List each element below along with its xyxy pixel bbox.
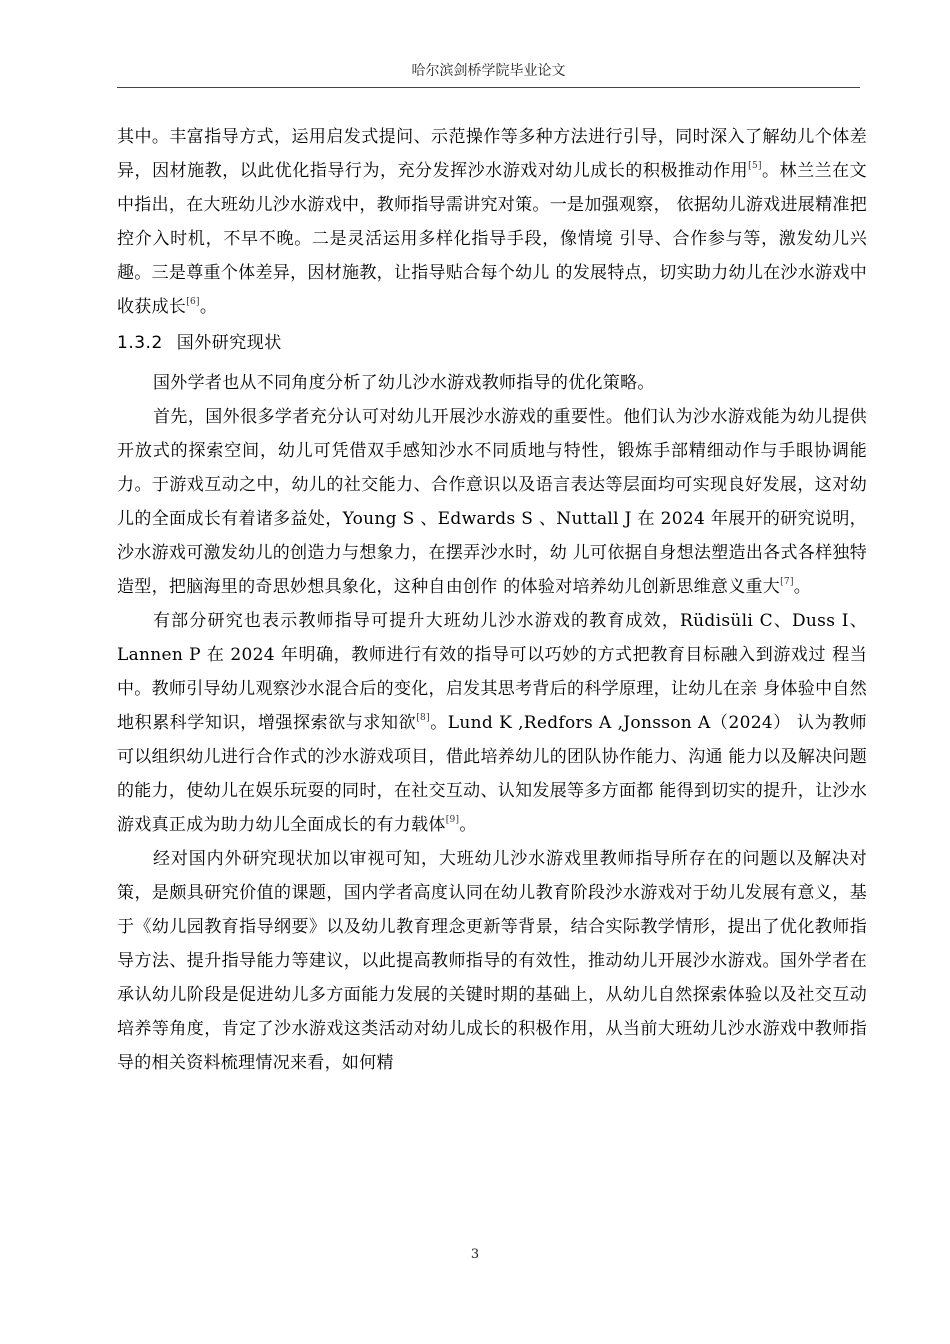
header-title: 哈尔滨剑桥学院毕业论文 <box>411 63 566 79</box>
section-heading <box>117 326 867 360</box>
citation-7: [7] <box>780 577 794 587</box>
paragraph-text: 经对国内外研究现状加以审视可知，大班幼儿沙水游戏里教师指导所存在的问题以及解决对策，是颇具研究价值的课题，国内学者高度认同在幼儿教育阶段沙水游戏对于幼儿发展有意义，基于《幼儿园教育指导纲要》以及幼儿教育理念更新等背景，结合实际教学情形，提出了优化教师指导方法、提升指导能力等建议，以此提高教师指导的有效性，推动幼儿开展沙水游戏。国外学者在承认幼儿阶段是促进幼儿多方面能力发展的关键时期的基础上，从幼儿自然探索体验以及社交互动培养等角度，肯定了沙水游戏这类活动对幼儿成长的积极作用，从当前大班幼儿沙水游戏中教师指导的相关资料梳理情况来看，如何精 <box>117 849 867 1073</box>
paragraph-text: 。 <box>199 297 218 317</box>
page-number: 3 <box>470 1247 480 1262</box>
paragraph-text: 首先，国外很多学者充分认可对幼儿开展沙水游戏的重要性。他们认为沙水游戏能为幼儿提供开放式的探索空间，幼儿可凭借双手感知沙水不同质地与特性，锻炼手部精细动作与手眼协调能力。于游戏互动之中，幼儿的社交能力、合作意识以及语言表达等层面均可实现良好发展，这对幼儿的全面成长有着诸多益处，Young S 、Edwards S 、Nuttall J 在 2024 年展开的研究说明，沙水游戏可激发幼儿的创造力与想象力，在摆弄沙水时，幼 儿可依据自身想法塑造出各式各样独特造型，把脑海里的奇思妙想具象化，这种自由创作 的体验对培养幼儿创新思维意义重大 <box>117 407 867 597</box>
paragraph-text: 。林兰兰在文中指出，在大班幼儿沙水游戏中，教师指导需讲究对策。一是加强观察， 依据幼儿游戏进展精准把控介入时机，不早不晚。二是灵活运用多样化指导手段，像情境 引导、合作参与等，激发幼儿兴趣。三是尊重个体差异，因材施教，让指导贴合每个幼儿 的发展特点，切实助力幼儿在沙水游戏中收获成长 <box>117 161 867 317</box>
citation-6: [6] <box>186 297 200 307</box>
paragraph-teacher-guidance <box>117 604 867 842</box>
paragraph-domestic-continued <box>117 120 867 324</box>
paragraph-text: 。Lund K ,Redfors A ,Jonsson A（2024） 认为教师可以组织幼儿进行合作式的沙水游戏项目，借此培养幼儿的团队协作能力、沟通 能力以及解决问题的能力，使幼儿在娱乐玩耍的同时，在社交互动、认知发展等多方面都 能得到切实的提升，让沙水游戏真正成为助力幼儿全面成长的有力载体 <box>117 713 867 835</box>
citation-8: [8] <box>416 713 430 723</box>
section-title: 国外研究现状 <box>176 333 282 353</box>
paragraph-text: 。 <box>793 577 812 597</box>
paragraph-summary <box>117 842 867 1080</box>
paragraph-text: 国外学者也从不同角度分析了幼儿沙水游戏教师指导的优化策略。 <box>153 373 655 393</box>
page-body <box>117 120 867 1080</box>
paragraph-text: 其中。丰富指导方式，运用启发式提问、示范操作等多种方法进行引导，同时深入了解幼儿个体差异，因材施教，以此优化指导行为，充分发挥沙水游戏对幼儿成长的积极推动作用 <box>117 127 867 181</box>
paragraph-intro <box>117 366 867 400</box>
citation-5: [5] <box>748 161 762 171</box>
paragraph-importance <box>117 400 867 604</box>
paragraph-text: 。 <box>459 815 477 835</box>
page-header <box>117 62 860 88</box>
citation-9: [9] <box>445 815 460 825</box>
section-number: 1.3.2 <box>117 333 163 353</box>
paragraph-text: 有部分研究也表示教师指导可提升大班幼儿沙水游戏的教育成效，Rüdisüli C、Duss I、 Lannen P 在 2024 年明确，教师进行有效的指导可以巧妙的方式把教育目标融入到游戏过 程当中。教师引导幼儿观察沙水混合后的变化，启发其思考背后的科学原理，让幼儿在亲 身体验中自然地积累科学知识，增强探索欲与求知欲 <box>117 611 867 733</box>
